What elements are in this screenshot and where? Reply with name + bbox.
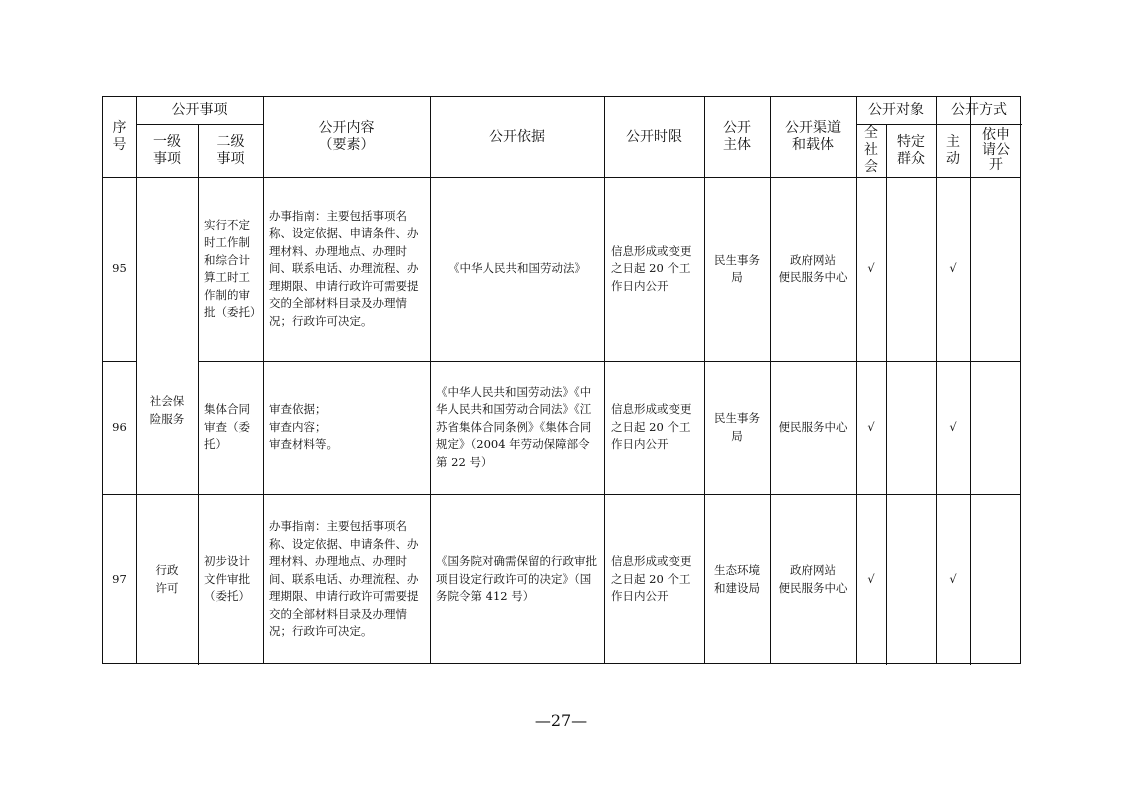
level1-social-insurance: 社会保 险服务 xyxy=(149,394,185,426)
header-mode-active: 主动 xyxy=(946,133,960,167)
header-subject: 公开 主体 xyxy=(723,120,751,153)
row-95-seq: 95 xyxy=(112,261,127,276)
row-96-target-all: √ xyxy=(867,419,875,434)
row-96-basis: 《中华人民共和国劳动法》《中华人民共和国劳动合同法》《江苏省集体合同条例》《集体合同规定》（2004 年劳动保障部令 第 22 号） xyxy=(436,384,592,469)
row-97-basis: 《国务院对确需保留的行政审批项目设定行政许可的决定》（国务院令第 412 号） xyxy=(436,554,597,604)
page-number: —27— xyxy=(534,711,588,730)
row-96-seq: 96 xyxy=(112,419,127,434)
header-seq: 序号 xyxy=(112,120,127,153)
row-97-subject: 生态环境 和建设局 xyxy=(714,563,760,595)
header-time-limit: 公开时限 xyxy=(626,128,682,145)
row-95-level2: 实行不定 时工作制 和综合计 算工时工 作制的审 批（委托） xyxy=(204,217,262,319)
row-96-channel: 便民服务中心 xyxy=(778,419,848,434)
header-items-group: 公开事项 xyxy=(171,102,228,118)
row-95-content: 办事指南：主要包括事项名称、设定依据、申请条件、办理材料、办理地点、办理时间、联系电话、办理流程、办理期限、申请行政许可需要提交的全部材料目录及办理情况；行政许可决定。 xyxy=(269,208,419,328)
row-97-target-all: √ xyxy=(867,571,875,586)
row-96-subject: 民生事务 局 xyxy=(714,411,760,443)
header-mode-apply: 依申请公开 xyxy=(982,127,1010,173)
row-97-content: 办事指南：主要包括事项名称、设定依据、申请条件、办理材料、办理地点、办理时间、联系电话、办理流程、办理期限、申请行政许可需要提交的全部材料目录及办理情况；行政许可决定。 xyxy=(269,519,419,639)
row-97-channel: 政府网站 便民服务中心 xyxy=(778,563,848,595)
row-96-mode-active: √ xyxy=(949,419,957,434)
header-channel: 公开渠道 和载体 xyxy=(785,120,841,153)
row-97-mode-active: √ xyxy=(949,571,957,586)
header-level1: 一级 事项 xyxy=(153,133,181,167)
row-95-mode-active: √ xyxy=(949,261,957,276)
row-96-time-limit: 信息形成或变更之日起 20 个工作日内公开 xyxy=(611,402,692,452)
header-target-all: 全社会 xyxy=(864,125,878,175)
header-basis: 公开依据 xyxy=(489,128,545,145)
header-level2: 二级 事项 xyxy=(216,133,245,167)
disclosure-table xyxy=(102,96,1021,664)
header-content: 公开内容 （要素） xyxy=(318,120,375,153)
row-97-time-limit: 信息形成或变更之日起 20 个工作日内公开 xyxy=(611,554,692,604)
row-96-mode-apply xyxy=(970,361,1022,494)
header-target-group: 公开对象 xyxy=(868,102,924,118)
row-95-target-all: √ xyxy=(867,261,875,276)
row-97-level2: 初步设计 文件审批 （委托） xyxy=(204,554,250,604)
row-97-target-specific xyxy=(886,494,936,665)
row-96-content: 审查依据； 审查内容； 审查材料等。 xyxy=(269,402,338,452)
row-96-level2: 集体合同 审查（委 托） xyxy=(204,402,250,452)
row-97-mode-apply xyxy=(970,494,1022,665)
level1-admin-license: 行政 许可 xyxy=(155,563,179,595)
row-97-seq: 97 xyxy=(112,571,127,586)
row-95-time-limit: 信息形成或变更之日起 20 个工作日内公开 xyxy=(611,243,692,293)
row-95-mode-apply xyxy=(970,177,1022,361)
row-95-subject: 民生事务 局 xyxy=(714,252,760,284)
row-95-basis: 《中华人民共和国劳动法》 xyxy=(448,261,586,276)
row-96-target-specific xyxy=(886,361,936,494)
header-mode-group: 公开方式 xyxy=(951,102,1007,118)
row-95-channel: 政府网站 便民服务中心 xyxy=(778,252,848,284)
header-target-specific: 特定 群众 xyxy=(897,133,925,167)
row-95-target-specific xyxy=(886,177,936,361)
